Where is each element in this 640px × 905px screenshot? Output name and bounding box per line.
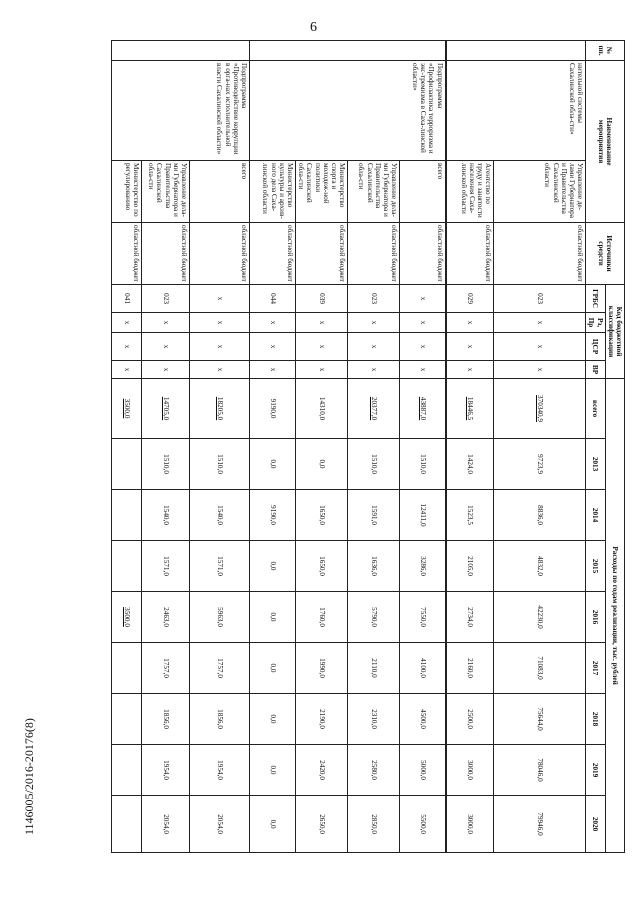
value-2015: 1636,0 (348, 541, 400, 592)
rzpr-cell: x (446, 313, 494, 333)
value-2016: 0,0 (249, 592, 295, 643)
csr-cell: x (249, 333, 295, 361)
vr-cell: x (141, 361, 189, 379)
header-name: Наименование мероприятия (586, 61, 625, 223)
value-2013: 1510,0 (141, 439, 189, 490)
source-cell: областной бюджет (400, 223, 446, 285)
value-2017 (111, 643, 141, 694)
executor-name: Управление дела-ми Губернатора и Правительства Сахалинской обла-сти (141, 161, 189, 223)
value-2020: 79946,0 (494, 796, 586, 853)
vr-cell: x (111, 361, 141, 379)
header-expenses: Расходы по годам реализации, тыс. рублей (605, 379, 624, 853)
rzpr-cell: x (111, 313, 141, 333)
rzpr-cell: x (295, 313, 347, 333)
total-cell: 14705,0 (141, 379, 189, 439)
csr-cell: x (446, 333, 494, 361)
value-2019: 1954,0 (189, 745, 249, 796)
total-cell: 43887,0 (400, 379, 446, 439)
grbs-cell: x (189, 285, 249, 313)
value-2013: 0,0 (295, 439, 347, 490)
value-2015: 3286,0 (400, 541, 446, 592)
header-source: Источники средств (586, 223, 625, 285)
value-2016: 3500,0 (111, 592, 141, 643)
rzpr-cell: x (249, 313, 295, 333)
row-num (249, 41, 445, 61)
vr-cell: x (348, 361, 400, 379)
value-2020 (111, 796, 141, 853)
value-2016: 42230,0 (494, 592, 586, 643)
value-2014: 8836,0 (494, 490, 586, 541)
value-2013: 1510,0 (189, 439, 249, 490)
table-row (141, 41, 189, 853)
value-2014: 1650,0 (295, 490, 347, 541)
grbs-cell: 039 (295, 285, 347, 313)
source-cell: областной бюджет (446, 223, 494, 285)
table-row (295, 41, 347, 853)
value-2017: 1757,0 (189, 643, 249, 694)
value-2013: 1510,0 (400, 439, 446, 490)
value-2018: 75644,0 (494, 694, 586, 745)
value-2014 (111, 490, 141, 541)
source-cell: областной бюджет (111, 223, 141, 285)
program-name: Подпрограмма «Противодействие коррупции в орга-нах исполнительной власти Сахалинской области» (111, 61, 249, 161)
grbs-cell: 044 (249, 285, 295, 313)
vr-cell: x (446, 361, 494, 379)
rzpr-cell: x (400, 313, 446, 333)
source-cell: областной бюджет (295, 223, 347, 285)
header-csr: ЦСР (586, 333, 605, 361)
rzpr-cell: x (141, 313, 189, 333)
total-cell: 3500,0 (111, 379, 141, 439)
executor-name: Агентство по труду и занятости населения Саха-линской области (446, 161, 494, 223)
source-cell: областной бюджет (348, 223, 400, 285)
value-2017: 1757,0 (141, 643, 189, 694)
value-2014: 9190,0 (249, 490, 295, 541)
source-cell: областной бюджет (141, 223, 189, 285)
total-cell: 14310,0 (295, 379, 347, 439)
table-row (446, 41, 494, 853)
grbs-cell: 041 (111, 285, 141, 313)
value-2017: 2110,0 (348, 643, 400, 694)
header-year-2017: 2017 (586, 643, 605, 694)
value-2013: 9723,9 (494, 439, 586, 490)
csr-cell: x (111, 333, 141, 361)
value-2013: 1510,0 (348, 439, 400, 490)
table-row (249, 41, 295, 853)
source-cell: областной бюджет (249, 223, 295, 285)
value-2015: 0,0 (249, 541, 295, 592)
value-2019: 2420,0 (295, 745, 347, 796)
value-2020: 2650,0 (295, 796, 347, 853)
value-2020: 2054,0 (141, 796, 189, 853)
value-2013 (111, 439, 141, 490)
vr-cell: x (249, 361, 295, 379)
total-cell: 20377,0 (348, 379, 400, 439)
value-2019: 3000,0 (446, 745, 494, 796)
header-total: всего (586, 379, 605, 439)
value-2013: 1424,0 (446, 439, 494, 490)
rzpr-cell: x (189, 313, 249, 333)
vr-cell: x (400, 361, 446, 379)
grbs-cell: 023 (494, 285, 586, 313)
header-num: № пп. (586, 41, 625, 61)
vr-cell: x (494, 361, 586, 379)
value-2013: 0,0 (249, 439, 295, 490)
header-year-2015: 2015 (586, 541, 605, 592)
value-2015 (111, 541, 141, 592)
value-2018: 2190,0 (295, 694, 347, 745)
csr-cell: x (494, 333, 586, 361)
csr-cell: x (400, 333, 446, 361)
grbs-cell: 023 (348, 285, 400, 313)
program-name: Подпрограмма «Профилактика терроризма и экс-тремизма в Саха-линской области» (249, 61, 445, 161)
header-year-2013: 2013 (586, 439, 605, 490)
value-2018: 0,0 (249, 694, 295, 745)
value-2017: 2160,0 (446, 643, 494, 694)
value-2017: 1990,0 (295, 643, 347, 694)
value-2014: 1523,5 (446, 490, 494, 541)
header-year-2019: 2019 (586, 745, 605, 796)
value-2014: 1591,0 (348, 490, 400, 541)
csr-cell: x (141, 333, 189, 361)
source-cell: областной бюджет (494, 223, 586, 285)
executor-name: Министерство по регулированию (111, 161, 141, 223)
table-row (111, 41, 141, 853)
rzpr-cell: x (348, 313, 400, 333)
value-2014: 12411,0 (400, 490, 446, 541)
document-id: 1146005/2016-20176(8) (22, 718, 36, 835)
grbs-cell: 029 (446, 285, 494, 313)
total-cell: 370340,9 (494, 379, 586, 439)
value-2018 (111, 694, 141, 745)
program-name: нительной системы Сахалинской обла-сти» (446, 61, 586, 161)
value-2020: 0,0 (249, 796, 295, 853)
row-num (111, 41, 249, 61)
value-2015: 4832,0 (494, 541, 586, 592)
header-grbs: ГРБС (586, 285, 605, 313)
csr-cell: x (348, 333, 400, 361)
executor-name: Управление де-лами Губернатора и Правительства Сахалинской области (494, 161, 586, 223)
value-2016: 1760,0 (295, 592, 347, 643)
executor-name: Министерство спорта и молодеж-ной политики Сахалинской обла-сти (295, 161, 347, 223)
value-2015: 1650,0 (295, 541, 347, 592)
rotated-table-container (105, 40, 625, 850)
value-2020: 2850,0 (348, 796, 400, 853)
value-2014: 1540,0 (141, 490, 189, 541)
grbs-cell: x (400, 285, 446, 313)
header-year-2014: 2014 (586, 490, 605, 541)
vr-cell: x (189, 361, 249, 379)
value-2020: 2054,0 (189, 796, 249, 853)
value-2018: 4500,0 (400, 694, 446, 745)
header-year-2020: 2020 (586, 796, 605, 853)
table-row (494, 41, 586, 853)
executor-name: всего (189, 161, 249, 223)
value-2019: 5000,0 (400, 745, 446, 796)
page-number: 6 (310, 20, 317, 35)
value-2019: 2580,0 (348, 745, 400, 796)
value-2015: 2105,0 (446, 541, 494, 592)
value-2017: 71083,0 (494, 643, 586, 694)
value-2017: 0,0 (249, 643, 295, 694)
value-2019: 1954,0 (141, 745, 189, 796)
header-rzpr: Рз, Пр (586, 313, 605, 333)
executor-name: Министерство культуры и архив-ного дела Саха-линской области (249, 161, 295, 223)
vr-cell: x (295, 361, 347, 379)
value-2019: 0,0 (249, 745, 295, 796)
csr-cell: x (295, 333, 347, 361)
value-2020: 5500,0 (400, 796, 446, 853)
csr-cell: x (189, 333, 249, 361)
value-2016: 2463,0 (141, 592, 189, 643)
grbs-cell: 023 (141, 285, 189, 313)
table-row (348, 41, 400, 853)
value-2018: 1856,0 (141, 694, 189, 745)
value-2018: 2310,0 (348, 694, 400, 745)
executor-name: всего (400, 161, 446, 223)
value-2016: 5963,0 (189, 592, 249, 643)
value-2016: 2734,0 (446, 592, 494, 643)
value-2015: 1571,0 (141, 541, 189, 592)
total-cell: 18446,5 (446, 379, 494, 439)
header-year-2016: 2016 (586, 592, 605, 643)
value-2016: 7550,0 (400, 592, 446, 643)
value-2015: 1571,0 (189, 541, 249, 592)
total-cell: 18205,0 (189, 379, 249, 439)
value-2017: 4100,0 (400, 643, 446, 694)
table-row (400, 41, 446, 853)
value-2016: 5790,0 (348, 592, 400, 643)
total-cell: 9190,0 (249, 379, 295, 439)
header-year-2018: 2018 (586, 694, 605, 745)
source-cell: областной бюджет (189, 223, 249, 285)
value-2020: 3000,0 (446, 796, 494, 853)
header-kbk: Код бюджетной классификации (605, 285, 624, 379)
value-2014: 1540,0 (189, 490, 249, 541)
header-vr: ВР (586, 361, 605, 379)
value-2019 (111, 745, 141, 796)
row-num (446, 41, 586, 61)
rzpr-cell: x (494, 313, 586, 333)
executor-name: Управление дела-ми Губернатора и Правительства Сахалинской обла-сти (348, 161, 400, 223)
value-2019: 78046,0 (494, 745, 586, 796)
value-2018: 1856,0 (189, 694, 249, 745)
table-row (189, 41, 249, 853)
value-2018: 2500,0 (446, 694, 494, 745)
budget-table (111, 40, 625, 853)
